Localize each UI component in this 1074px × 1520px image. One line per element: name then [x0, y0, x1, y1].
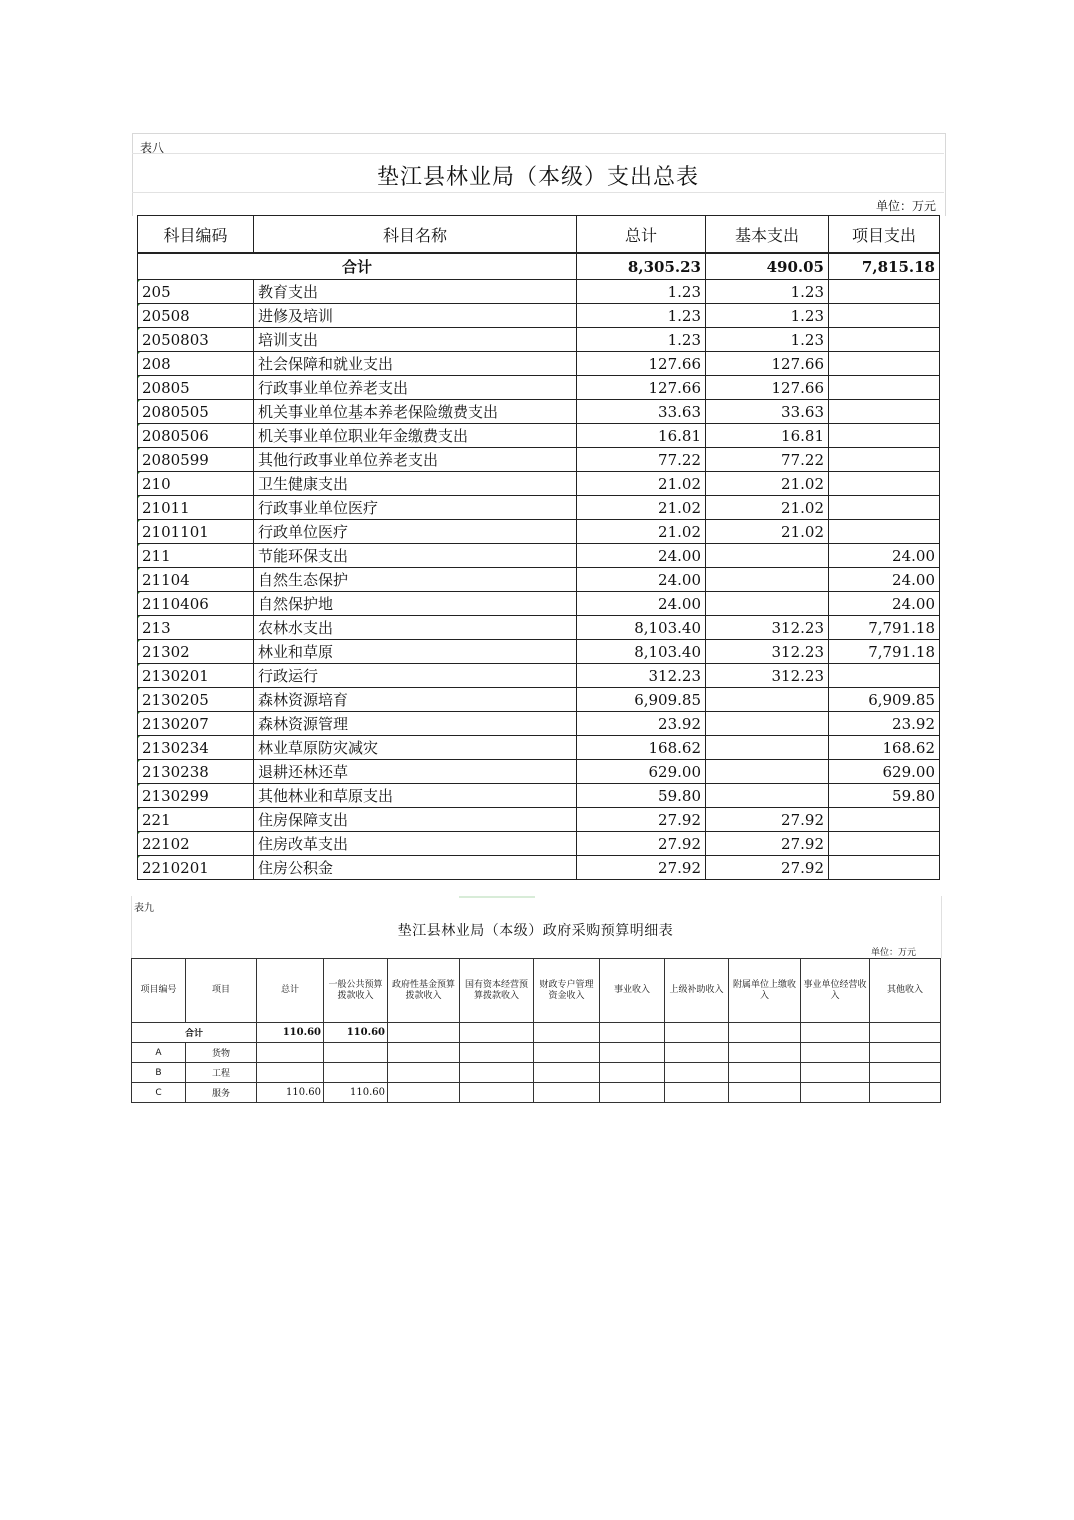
- row-name: 行政事业单位医疗: [254, 496, 577, 520]
- row-code: [138, 568, 254, 592]
- empty-cell: [729, 1063, 801, 1083]
- table-row: [138, 424, 940, 448]
- row-total: 33.63: [577, 400, 706, 424]
- row-name: 森林资源培育: [254, 688, 577, 712]
- row-code: [138, 400, 254, 424]
- empty-cell: [870, 1063, 941, 1083]
- row-total: 27.92: [577, 832, 706, 856]
- row-code-text: 21104: [142, 570, 190, 589]
- empty-cell: [665, 1083, 729, 1103]
- text-format-indicator-icon: [138, 496, 141, 501]
- row-project: 59.80: [829, 784, 940, 808]
- row-project: 7,791.18: [829, 616, 940, 640]
- header-cell: 事业收入: [600, 959, 665, 1023]
- text-format-indicator-icon: [138, 592, 141, 597]
- row-total: 77.22: [577, 448, 706, 472]
- procurement-budget-table: [131, 958, 941, 1103]
- row-code-text: 20805: [142, 378, 190, 397]
- empty-cell: [600, 1063, 665, 1083]
- empty-cell: [600, 1083, 665, 1103]
- row-total: 127.66: [577, 376, 706, 400]
- text-format-indicator-icon: [138, 640, 141, 645]
- header-cell: 国有资本经营预算拨款收入: [460, 959, 534, 1023]
- row-name: 机关事业单位职业年金缴费支出: [254, 424, 577, 448]
- row-code-text: 2080599: [142, 450, 209, 469]
- row-basic: 312.23: [706, 640, 829, 664]
- row-code: B: [132, 1063, 186, 1083]
- header-row: [138, 216, 940, 254]
- row-basic: 21.02: [706, 520, 829, 544]
- row-project: 23.92: [829, 712, 940, 736]
- row-code-text: 2130299: [142, 786, 209, 805]
- empty-cell: [729, 1083, 801, 1103]
- table-row: [138, 856, 940, 880]
- table-row: [138, 640, 940, 664]
- row-name: 林业草原防灾减灾: [254, 736, 577, 760]
- table-row: [132, 1043, 941, 1063]
- row-basic: 1.23: [706, 280, 829, 304]
- header-cell: 上级补助收入: [665, 959, 729, 1023]
- row-basic: 312.23: [706, 664, 829, 688]
- row-basic: 33.63: [706, 400, 829, 424]
- row-basic: 16.81: [706, 424, 829, 448]
- table-label: 表九: [134, 903, 154, 914]
- total-label: 合计: [138, 253, 577, 280]
- total-total: 8,305.23: [577, 253, 706, 280]
- text-format-indicator-icon: [138, 616, 141, 621]
- row-project: [829, 280, 940, 304]
- row-code: [138, 424, 254, 448]
- table-row: [138, 544, 940, 568]
- table-label: 表八: [140, 141, 165, 155]
- row-basic: [706, 712, 829, 736]
- text-format-indicator-icon: [138, 280, 141, 285]
- total-basic: 490.05: [706, 253, 829, 280]
- header-cell: 其他收入: [870, 959, 941, 1023]
- row-name: 自然保护地: [254, 592, 577, 616]
- header-cell: 附属单位上缴收入: [729, 959, 801, 1023]
- row-name: 进修及培训: [254, 304, 577, 328]
- header-total: 总计: [577, 216, 706, 254]
- row-code-text: 2080506: [142, 426, 209, 445]
- table-row: [138, 616, 940, 640]
- row-code: [138, 448, 254, 472]
- table-row: [138, 688, 940, 712]
- row-code: [138, 688, 254, 712]
- grid-line: [132, 153, 944, 154]
- text-format-indicator-icon: [138, 712, 141, 717]
- row-total: 1.23: [577, 280, 706, 304]
- text-format-indicator-icon: [138, 304, 141, 309]
- row-code-text: 205: [142, 282, 171, 301]
- row-total: 110.60: [257, 1083, 324, 1103]
- row-project: [829, 400, 940, 424]
- row-name: 卫生健康支出: [254, 472, 577, 496]
- text-format-indicator-icon: [138, 760, 141, 765]
- total-general: 110.60: [324, 1023, 388, 1043]
- table-row: [138, 760, 940, 784]
- table-row: [138, 784, 940, 808]
- row-code-text: 221: [142, 810, 171, 829]
- table-row: [138, 448, 940, 472]
- row-code: [138, 712, 254, 736]
- cell-selection-accent: [459, 896, 535, 898]
- row-basic: [706, 544, 829, 568]
- row-name: 森林资源管理: [254, 712, 577, 736]
- header-cell: 项目: [186, 959, 257, 1023]
- row-code-text: 2130205: [142, 690, 209, 709]
- row-code: [138, 592, 254, 616]
- total-project: 7,815.18: [829, 253, 940, 280]
- header-cell: 财政专户管理资金收入: [534, 959, 600, 1023]
- row-total: 27.92: [577, 856, 706, 880]
- table-row: [138, 328, 940, 352]
- unit-label: 单位：万元: [875, 199, 936, 213]
- empty-cell: [801, 1083, 870, 1103]
- row-project: 24.00: [829, 568, 940, 592]
- table-row: [132, 1063, 941, 1083]
- row-project: 7,791.18: [829, 640, 940, 664]
- text-format-indicator-icon: [138, 856, 141, 861]
- row-code: [138, 352, 254, 376]
- empty-cell: [388, 1043, 460, 1063]
- header-basic: 基本支出: [706, 216, 829, 254]
- empty-cell: [534, 1083, 600, 1103]
- row-name: 行政运行: [254, 664, 577, 688]
- row-general: 110.60: [324, 1083, 388, 1103]
- row-total: 21.02: [577, 520, 706, 544]
- total-row: [132, 1023, 941, 1043]
- text-format-indicator-icon: [138, 520, 141, 525]
- row-name: 住房保障支出: [254, 808, 577, 832]
- row-code-text: 21011: [142, 498, 190, 517]
- text-format-indicator-icon: [138, 784, 141, 789]
- total-label: 合计: [132, 1023, 257, 1043]
- row-code: [138, 640, 254, 664]
- table-row: [138, 280, 940, 304]
- empty-cell: [801, 1043, 870, 1063]
- row-code-text: 2130238: [142, 762, 209, 781]
- empty-cell: [534, 1063, 600, 1083]
- text-format-indicator-icon: [138, 376, 141, 381]
- table-row: [138, 664, 940, 688]
- header-cell: 项目编号: [132, 959, 186, 1023]
- row-name: 机关事业单位基本养老保险缴费支出: [254, 400, 577, 424]
- row-basic: 21.02: [706, 496, 829, 520]
- row-project: [829, 496, 940, 520]
- empty-cell: [870, 1083, 941, 1103]
- empty-cell: [534, 1043, 600, 1063]
- row-basic: 1.23: [706, 304, 829, 328]
- row-project: 24.00: [829, 592, 940, 616]
- unit-label: 单位：万元: [870, 948, 916, 958]
- empty-cell: [665, 1043, 729, 1063]
- header-cell: 一般公共预算拨款收入: [324, 959, 388, 1023]
- header-cell: 总计: [257, 959, 324, 1023]
- row-project: 24.00: [829, 544, 940, 568]
- row-general: [324, 1063, 388, 1083]
- row-code-text: 211: [142, 546, 171, 565]
- total-row: [138, 253, 940, 280]
- table-row: [138, 832, 940, 856]
- row-code: [138, 760, 254, 784]
- row-total: 24.00: [577, 568, 706, 592]
- header-cell: 政府性基金预算拨款收入: [388, 959, 460, 1023]
- row-code: [138, 280, 254, 304]
- row-name: 其他行政事业单位养老支出: [254, 448, 577, 472]
- row-basic: 1.23: [706, 328, 829, 352]
- row-project: [829, 328, 940, 352]
- row-total: 6,909.85: [577, 688, 706, 712]
- row-name: 社会保障和就业支出: [254, 352, 577, 376]
- row-basic: [706, 736, 829, 760]
- text-format-indicator-icon: [138, 568, 141, 573]
- row-total: 21.02: [577, 496, 706, 520]
- row-code-text: 210: [142, 474, 171, 493]
- table-row: [138, 304, 940, 328]
- row-code: [138, 832, 254, 856]
- row-code: [138, 784, 254, 808]
- row-code-text: 2210201: [142, 858, 209, 877]
- row-project: [829, 856, 940, 880]
- row-total: 16.81: [577, 424, 706, 448]
- table-row: [138, 592, 940, 616]
- row-code: [138, 616, 254, 640]
- row-total: 8,103.40: [577, 640, 706, 664]
- empty-cell: [801, 1063, 870, 1083]
- empty-cell: [460, 1043, 534, 1063]
- row-code-text: 22102: [142, 834, 190, 853]
- table-row: [138, 352, 940, 376]
- header-name: 科目名称: [254, 216, 577, 254]
- table-row: [138, 472, 940, 496]
- header-project: 项目支出: [829, 216, 940, 254]
- row-project: 629.00: [829, 760, 940, 784]
- empty-cell: [460, 1083, 534, 1103]
- row-code-text: 2130201: [142, 666, 209, 685]
- row-item: 服务: [186, 1083, 257, 1103]
- row-code: [138, 544, 254, 568]
- row-name: 行政单位医疗: [254, 520, 577, 544]
- table-title: 垫江县林业局（本级）政府采购预算明细表: [397, 923, 674, 939]
- row-name: 林业和草原: [254, 640, 577, 664]
- row-total: 168.62: [577, 736, 706, 760]
- row-project: [829, 472, 940, 496]
- row-code-text: 2130234: [142, 738, 209, 757]
- header-code: 科目编码: [138, 216, 254, 254]
- table-row: [138, 520, 940, 544]
- empty-cell: [729, 1043, 801, 1063]
- row-basic: [706, 688, 829, 712]
- empty-cell: [388, 1063, 460, 1083]
- row-name: 教育支出: [254, 280, 577, 304]
- row-name: 自然生态保护: [254, 568, 577, 592]
- row-code: [138, 472, 254, 496]
- table-row: [138, 736, 940, 760]
- row-project: [829, 424, 940, 448]
- row-basic: [706, 592, 829, 616]
- row-code-text: 213: [142, 618, 171, 637]
- row-total: 1.23: [577, 304, 706, 328]
- row-total: 629.00: [577, 760, 706, 784]
- table-title: 垫江县林业局（本级）支出总表: [376, 165, 699, 190]
- text-format-indicator-icon: [138, 688, 141, 693]
- table-row: [138, 808, 940, 832]
- row-total: 21.02: [577, 472, 706, 496]
- row-code-text: 2110406: [142, 594, 209, 613]
- table-row: [138, 496, 940, 520]
- row-code: [138, 496, 254, 520]
- table-row: [138, 376, 940, 400]
- row-basic: 127.66: [706, 376, 829, 400]
- row-project: 168.62: [829, 736, 940, 760]
- row-total: 127.66: [577, 352, 706, 376]
- empty-cell: [600, 1043, 665, 1063]
- row-project: [829, 448, 940, 472]
- row-basic: 21.02: [706, 472, 829, 496]
- row-basic: 27.92: [706, 856, 829, 880]
- row-total: 24.00: [577, 544, 706, 568]
- row-code-text: 208: [142, 354, 171, 373]
- table-row: [138, 568, 940, 592]
- text-format-indicator-icon: [138, 736, 141, 741]
- row-project: [829, 832, 940, 856]
- row-project: 6,909.85: [829, 688, 940, 712]
- row-basic: 27.92: [706, 808, 829, 832]
- row-total: 312.23: [577, 664, 706, 688]
- row-code: [138, 304, 254, 328]
- row-name: 农林水支出: [254, 616, 577, 640]
- row-code: [138, 376, 254, 400]
- expenditure-summary-table: [137, 215, 940, 880]
- grid-line: [132, 192, 944, 193]
- empty-cell: [460, 1063, 534, 1083]
- row-code: [138, 520, 254, 544]
- row-basic: 27.92: [706, 832, 829, 856]
- table-row: [138, 712, 940, 736]
- row-project: [829, 304, 940, 328]
- row-total: 27.92: [577, 808, 706, 832]
- row-total: 1.23: [577, 328, 706, 352]
- row-code-text: 20508: [142, 306, 190, 325]
- row-code: [138, 808, 254, 832]
- row-code-text: 2080505: [142, 402, 209, 421]
- row-code-text: 21302: [142, 642, 190, 661]
- row-project: [829, 352, 940, 376]
- text-format-indicator-icon: [138, 832, 141, 837]
- row-name: 行政事业单位养老支出: [254, 376, 577, 400]
- row-item: 工程: [186, 1063, 257, 1083]
- row-project: [829, 376, 940, 400]
- text-format-indicator-icon: [138, 352, 141, 357]
- row-code: [138, 664, 254, 688]
- row-total: [257, 1063, 324, 1083]
- row-code: [138, 328, 254, 352]
- row-project: [829, 664, 940, 688]
- text-format-indicator-icon: [138, 400, 141, 405]
- text-format-indicator-icon: [138, 808, 141, 813]
- row-name: 培训支出: [254, 328, 577, 352]
- row-total: 59.80: [577, 784, 706, 808]
- header-row: [132, 959, 941, 1023]
- empty-cell: [870, 1043, 941, 1063]
- empty-cell: [665, 1063, 729, 1083]
- row-basic: [706, 760, 829, 784]
- row-total: [257, 1043, 324, 1063]
- text-format-indicator-icon: [138, 424, 141, 429]
- row-total: 8,103.40: [577, 616, 706, 640]
- text-format-indicator-icon: [138, 664, 141, 669]
- row-name: 退耕还林还草: [254, 760, 577, 784]
- row-code: [138, 856, 254, 880]
- table-row: [132, 1083, 941, 1103]
- row-code-text: 2050803: [142, 330, 209, 349]
- row-basic: [706, 568, 829, 592]
- row-basic: 127.66: [706, 352, 829, 376]
- header-cell: 事业单位经营收入: [801, 959, 870, 1023]
- row-basic: [706, 784, 829, 808]
- table-row: [138, 400, 940, 424]
- row-name: 其他林业和草原支出: [254, 784, 577, 808]
- empty-cell: [388, 1083, 460, 1103]
- row-project: [829, 520, 940, 544]
- row-code: A: [132, 1043, 186, 1063]
- row-total: 23.92: [577, 712, 706, 736]
- text-format-indicator-icon: [138, 544, 141, 549]
- row-name: 住房公积金: [254, 856, 577, 880]
- total-total: 110.60: [257, 1023, 324, 1043]
- row-code: C: [132, 1083, 186, 1103]
- text-format-indicator-icon: [138, 328, 141, 333]
- row-total: 24.00: [577, 592, 706, 616]
- row-code-text: 2101101: [142, 522, 209, 541]
- row-general: [324, 1043, 388, 1063]
- row-name: 节能环保支出: [254, 544, 577, 568]
- row-project: [829, 808, 940, 832]
- row-code: [138, 736, 254, 760]
- text-format-indicator-icon: [138, 472, 141, 477]
- row-name: 住房改革支出: [254, 832, 577, 856]
- row-item: 货物: [186, 1043, 257, 1063]
- row-basic: 77.22: [706, 448, 829, 472]
- row-code-text: 2130207: [142, 714, 209, 733]
- text-format-indicator-icon: [138, 448, 141, 453]
- row-basic: 312.23: [706, 616, 829, 640]
